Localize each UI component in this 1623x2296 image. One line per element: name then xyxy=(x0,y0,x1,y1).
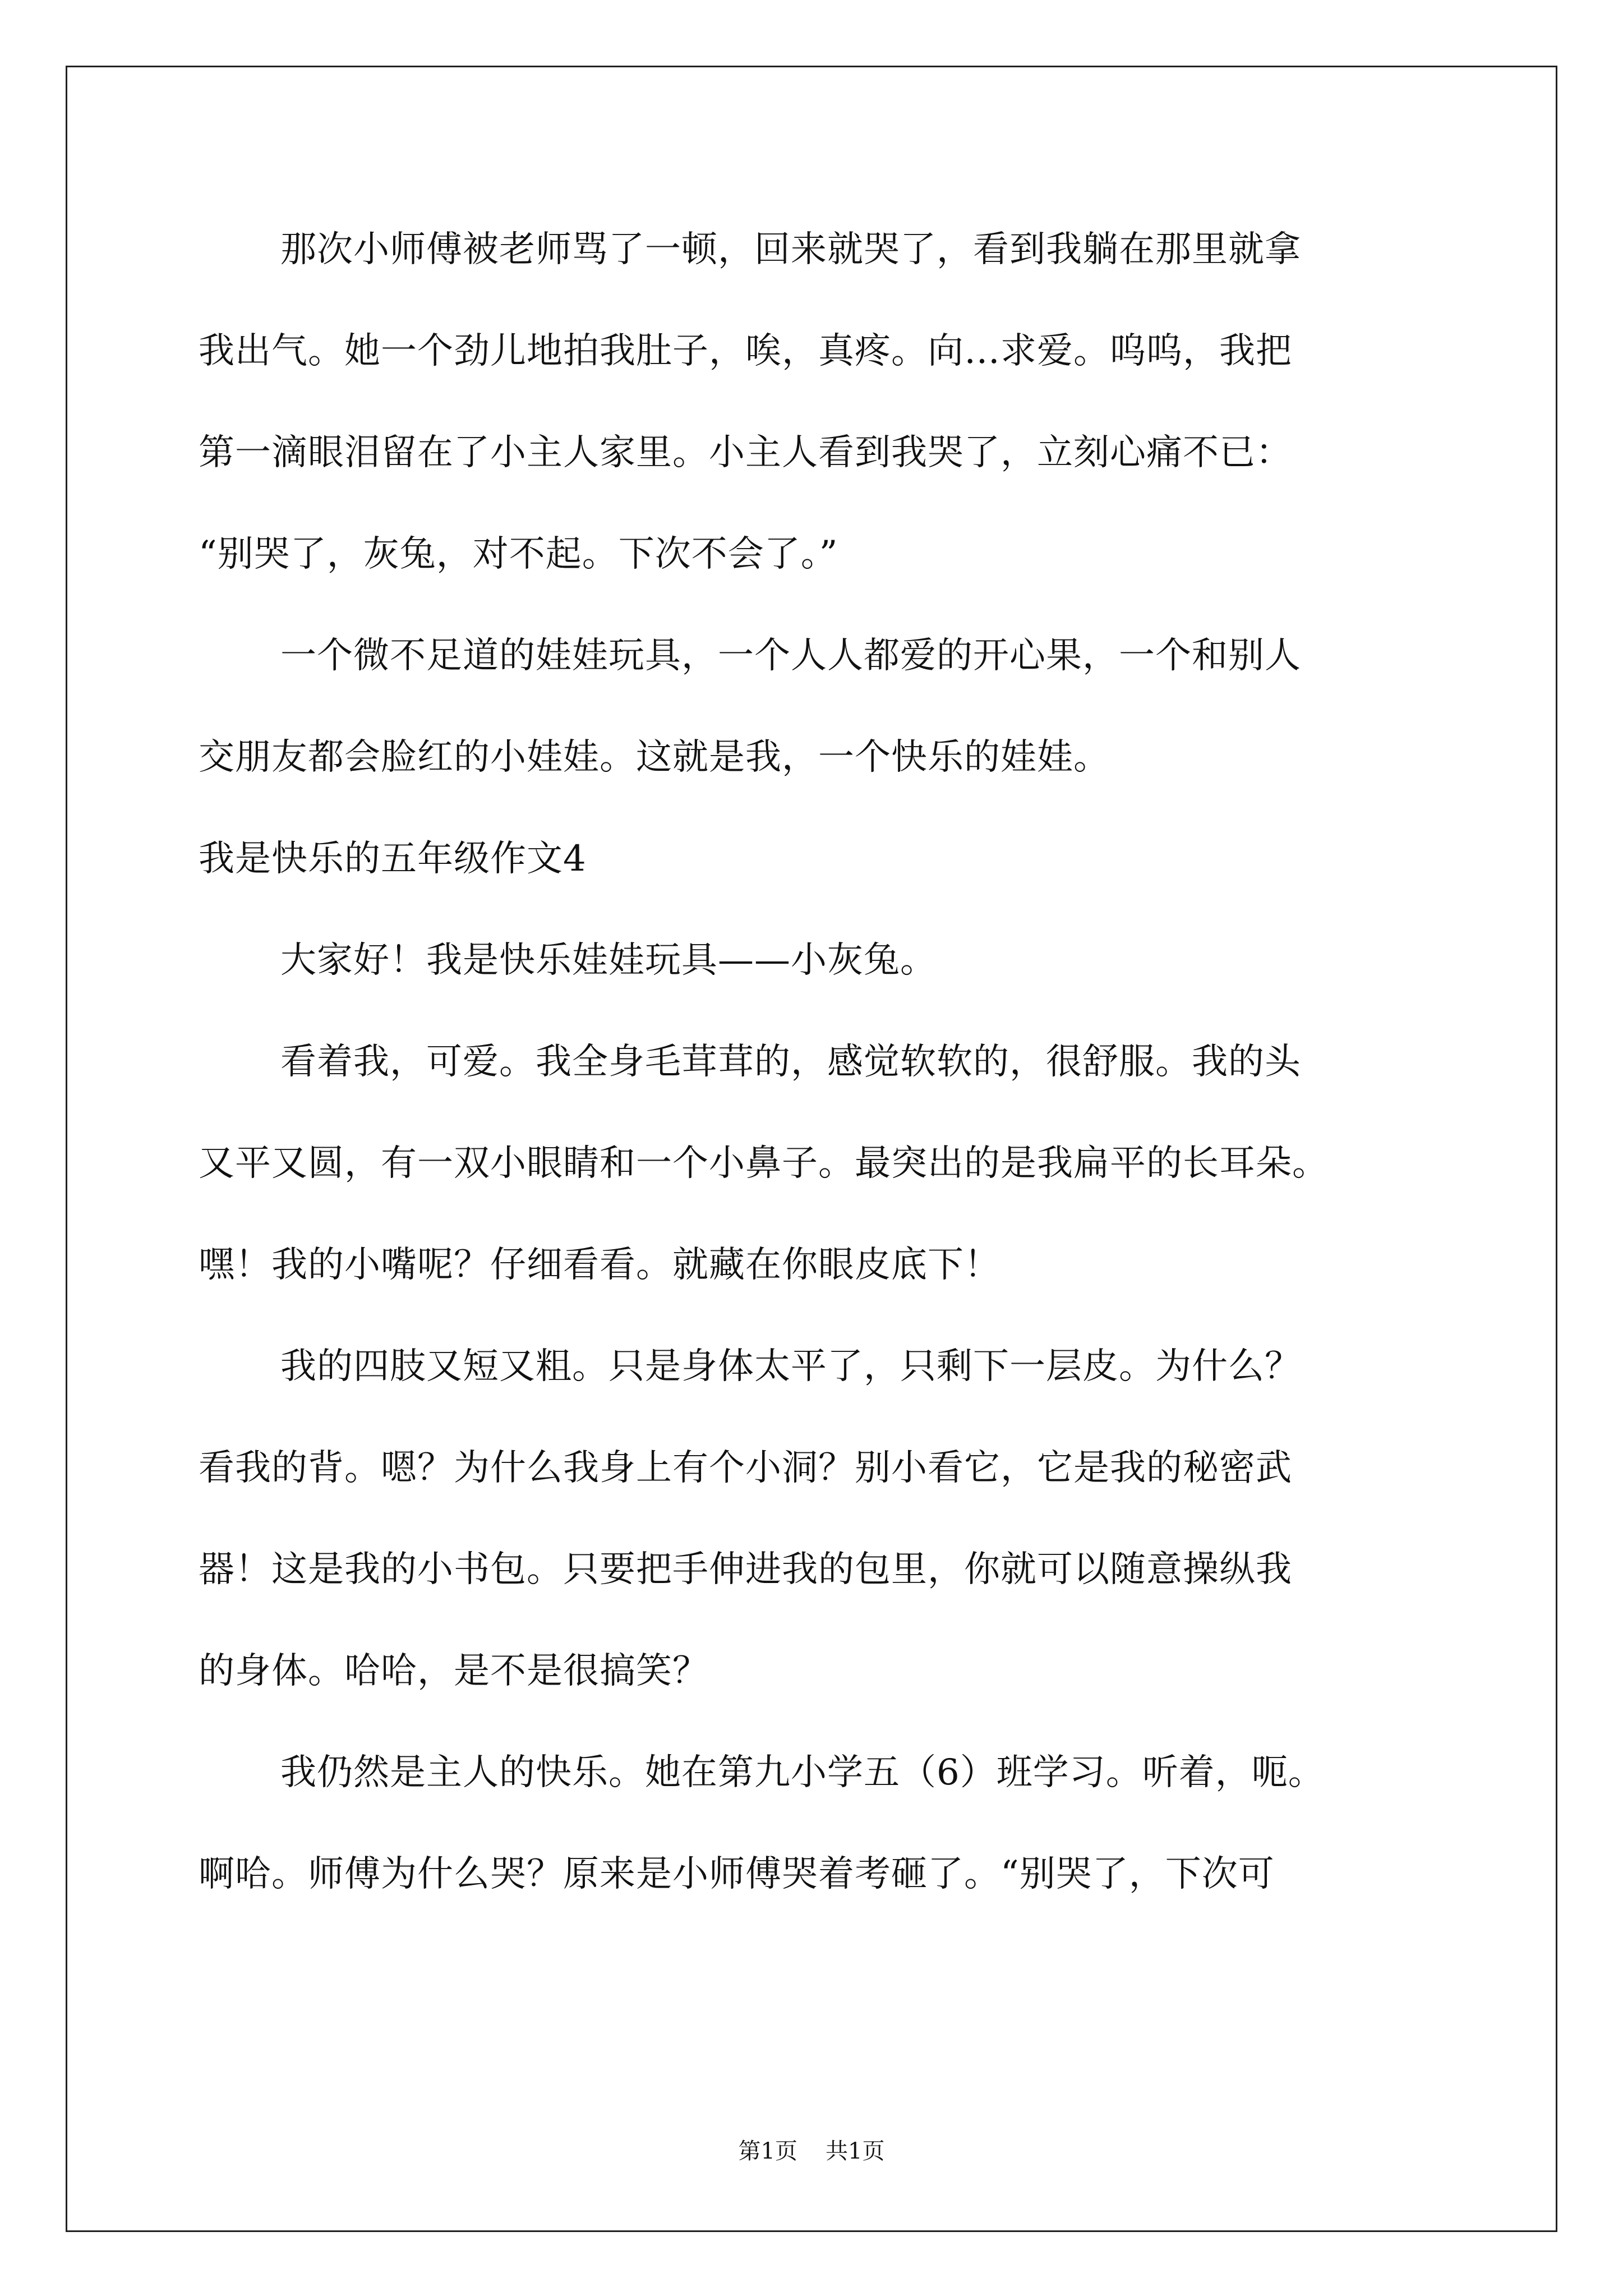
text-line: 第一滴眼泪留在了小主人家里。小主人看到我哭了，立刻心痛不已： xyxy=(199,432,1292,473)
text-line: “别哭了，灰兔，对不起。下次不会了。” xyxy=(199,533,838,575)
text-line: 大家好！我是快乐娃娃玩具——小灰兔。 xyxy=(280,940,937,981)
text-line: 我的四肢又短又粗。只是身体太平了，只剩下一层皮。为什么？ xyxy=(280,1346,1301,1387)
text-line: 看我的背。嗯？为什么我身上有个小洞？别小看它，它是我的秘密武 xyxy=(199,1447,1292,1489)
text-line: 交朋友都会脸红的小娃娃。这就是我，一个快乐的娃娃。 xyxy=(199,737,1110,778)
page-total: 共1页 xyxy=(826,2138,885,2164)
text-line: 一个微不足道的娃娃玩具，一个人人都爱的开心果，一个和别人 xyxy=(280,635,1301,677)
text-line: 的身体。哈哈，是不是很搞笑？ xyxy=(199,1650,709,1692)
page-number: 第1页 xyxy=(738,2138,797,2164)
text-line: 我出气。她一个劲儿地拍我肚子，唉，真疼。向…求爱。呜呜，我把 xyxy=(199,330,1292,372)
text-line: 看着我，可爱。我全身毛茸茸的，感觉软软的，很舒服。我的头 xyxy=(280,1041,1301,1083)
text-line: 器！这是我的小书包。只要把手伸进我的包里，你就可以随意操纵我 xyxy=(199,1549,1292,1590)
text-line: 那次小师傅被老师骂了一顿，回来就哭了，看到我躺在那里就拿 xyxy=(280,229,1301,270)
text-line: 我仍然是主人的快乐。她在第九小学五（6）班学习。听着，呃。 xyxy=(280,1752,1325,1793)
text-line: 啊哈。师傅为什么哭？原来是小师傅哭着考砸了。“别哭了，下次可 xyxy=(199,1853,1275,1895)
text-line: 嘿！我的小嘴呢？仔细看看。就藏在你眼皮底下！ xyxy=(199,1244,1000,1286)
section-heading: 我是快乐的五年级作文4 xyxy=(199,838,587,880)
text-line: 又平又圆，有一双小眼睛和一个小鼻子。最突出的是我扁平的长耳朵。 xyxy=(199,1143,1329,1184)
page-footer xyxy=(0,2134,1623,2168)
